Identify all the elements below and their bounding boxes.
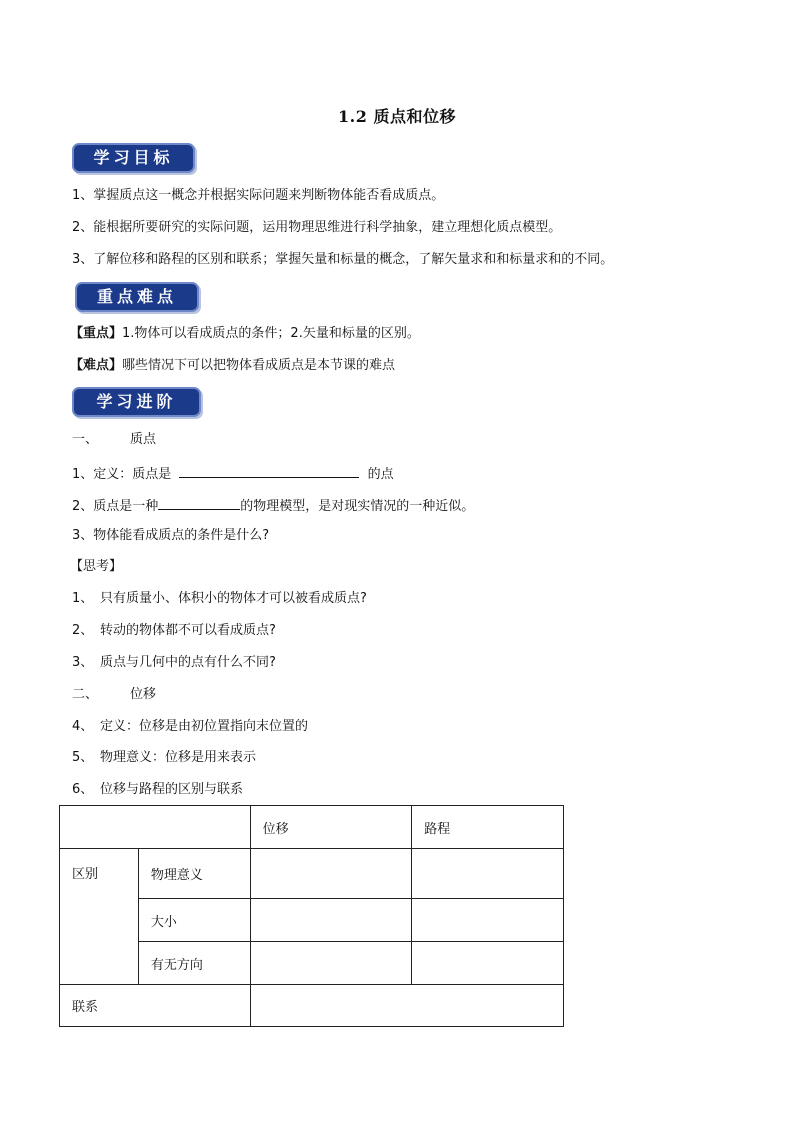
think-label: 【思考】 — [70, 559, 123, 574]
part2-item-number: 6、 — [72, 782, 94, 797]
key-point-label: 【重点】 — [70, 326, 123, 341]
part1-heading: 质点 — [130, 432, 157, 447]
part1-def-prefix: 1、定义：质点是 — [72, 467, 172, 482]
section-badge-advance: 学习进阶 — [72, 387, 201, 417]
part1-model-suffix: 的物理模型，是对现实情况的一种近似。 — [240, 499, 475, 514]
part2-item-5 — [72, 749, 256, 767]
part2-item-6 — [72, 781, 243, 799]
think-item-3 — [72, 654, 276, 672]
difficulty-text: 哪些情况下可以把物体看成质点是本节课的难点 — [122, 358, 396, 373]
part1-definition-line — [72, 463, 394, 484]
part2-item-4 — [72, 718, 308, 736]
table-cell-empty — [60, 806, 251, 849]
key-point-text: 1.物体可以看成质点的条件；2.矢量和标量的区别。 — [122, 326, 420, 341]
goal-item-1: 1、掌握质点这一概念并根据实际问题来判断物体能否看成质点。 — [72, 188, 445, 203]
table-header-row — [60, 806, 564, 849]
think-item-2 — [72, 622, 276, 640]
comparison-table — [59, 805, 564, 1027]
difficulty-line — [70, 357, 395, 375]
think-item-text: 转动的物体都不可以看成质点? — [100, 623, 276, 638]
part2-heading-line — [72, 686, 156, 704]
think-item-1 — [72, 590, 367, 608]
table-cell-answer[interactable] — [250, 985, 563, 1027]
table-cell-answer[interactable] — [412, 942, 564, 985]
part2-item-number: 4、 — [72, 719, 94, 734]
fill-blank-definition[interactable] — [179, 463, 359, 478]
table-cell-meaning: 物理意义 — [138, 849, 250, 899]
difficulty-label: 【难点】 — [70, 358, 123, 373]
table-cell-answer[interactable] — [412, 899, 564, 942]
table-row — [60, 985, 564, 1027]
part2-item-number: 5、 — [72, 750, 94, 765]
part1-heading-line — [72, 431, 156, 449]
part1-number: 一、 — [72, 432, 99, 447]
part1-def-suffix: 的点 — [367, 467, 394, 482]
part2-item-text: 位移与路程的区别与联系 — [100, 782, 244, 797]
part2-item-text: 物理意义：位移是用来表示 — [100, 750, 257, 765]
part2-item-text: 定义：位移是由初位置指向末位置的 — [100, 719, 309, 734]
page-title: 1.2 质点和位移 — [338, 107, 456, 126]
table-cell-relation: 联系 — [60, 985, 251, 1027]
table-header-distance: 路程 — [412, 806, 564, 849]
part1-model-line — [72, 495, 474, 516]
think-item-text: 只有质量小、体积小的物体才可以被看成质点? — [100, 591, 367, 606]
part2-number: 二、 — [72, 687, 99, 702]
table-cell-answer[interactable] — [412, 849, 564, 899]
part1-condition: 3、物体能看成质点的条件是什么? — [72, 528, 270, 543]
key-point-line — [70, 325, 420, 343]
think-item-number: 3、 — [72, 655, 94, 670]
section-badge-goals: 学习目标 — [72, 143, 195, 173]
table-cell-answer[interactable] — [250, 849, 412, 899]
table-cell-difference: 区别 — [60, 849, 139, 985]
table-row — [60, 849, 564, 899]
table-header-displacement: 位移 — [250, 806, 412, 849]
fill-blank-model[interactable] — [158, 495, 240, 510]
table-cell-direction: 有无方向 — [138, 942, 250, 985]
part2-heading: 位移 — [130, 687, 157, 702]
goal-item-3: 3、了解位移和路程的区别和联系；掌握矢量和标量的概念，了解矢量求和和标量求和的不同。 — [72, 252, 614, 267]
table-cell-size: 大小 — [138, 899, 250, 942]
table-cell-answer[interactable] — [250, 899, 412, 942]
think-item-text: 质点与几何中的点有什么不同? — [100, 655, 276, 670]
goal-item-2: 2、能根据所要研究的实际问题，运用物理思维进行科学抽象，建立理想化质点模型。 — [72, 220, 562, 235]
table-cell-answer[interactable] — [250, 942, 412, 985]
think-item-number: 2、 — [72, 623, 94, 638]
think-item-number: 1、 — [72, 591, 94, 606]
section-badge-key-points: 重点难点 — [75, 282, 199, 312]
part1-model-prefix: 2、质点是一种 — [72, 499, 159, 514]
